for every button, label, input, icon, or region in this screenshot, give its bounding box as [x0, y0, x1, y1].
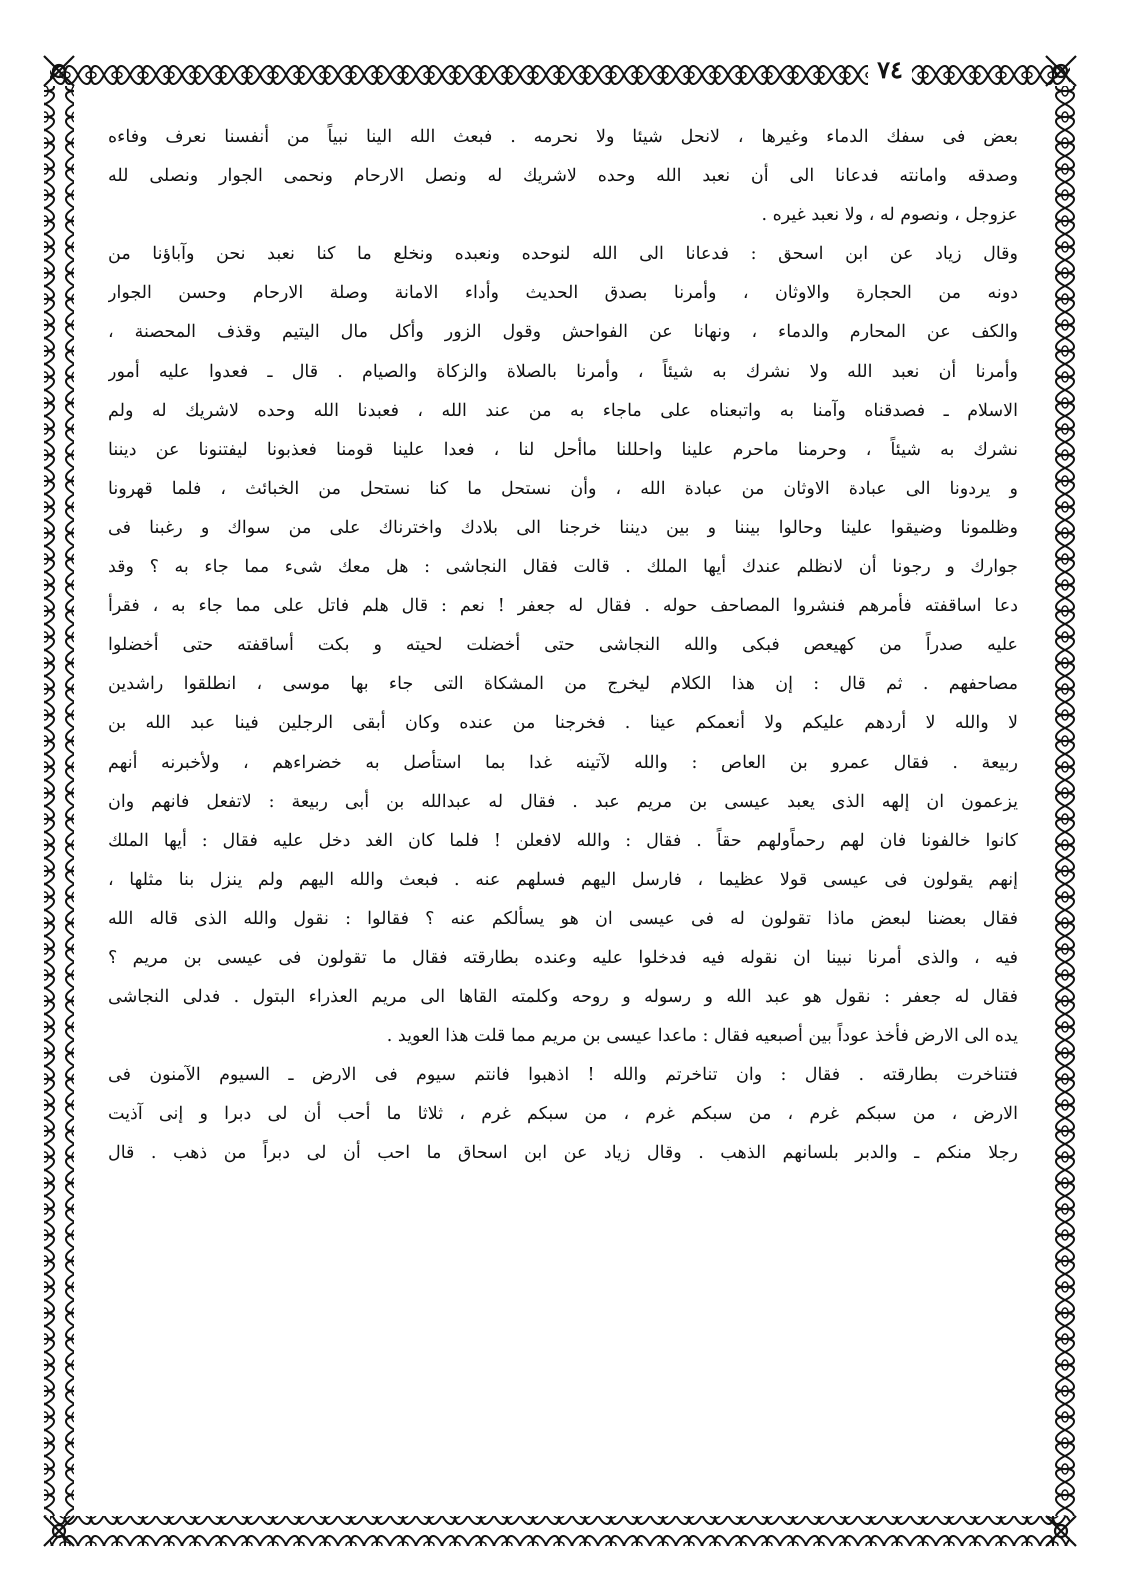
text-line: فقال له جعفر : نقول هو عبد الله و رسوله و روحه وكلمته القاها الى مريم العذراء البتول . فدلى النجاشى	[108, 987, 1018, 1008]
text-line: عليه صدراً من كهيعص فبكى والله النجاشى حتى أخضلت لحيته و بكت أساقفته حتى أخضلوا	[108, 635, 1018, 656]
text-line: بعض فى سفك الدماء وغيرها ، لانحل شيئا ولا نحرمه . فبعث الله الينا نبياً من أنفسنا نعرف وفاءه	[108, 127, 1018, 147]
text-line: فقال بعضنا لبعض ماذا تقولون له فى عيسى ان هو يسألكم عنه ؟ فقالوا : نقول والله الذى قاله الله	[108, 908, 1018, 929]
text-line: وصدقه وامانته فدعانا الى أن نعبد الله وحده لاشريك له ونصل الارحام ونحمى الجوار ونصلى لله	[108, 166, 1018, 187]
text-line: فيه ، والذى أمرنا نبينا ان نقوله فيه فدخلوا عليه وعنده بطارقته فقال ما تقولون فى عيسى بن مريم ؟	[108, 947, 1018, 968]
text-line: إنهم يقولون فى عيسى قولا عظيما ، فارسل اليهم فسلهم عنه . فبعث والله اليهم ولم ينزل بنا مثلها ،	[108, 869, 1018, 890]
text-line: وقال زياد عن ابن اسحق : فدعانا الى الله لنوحده ونعبده ونخلع ما كنا نعبد نحن وآباؤنا من	[108, 244, 1018, 265]
text-line: الارض ، من سبكم غرم ، من سبكم غرم ، من سبكم غرم ، ثلاثا ما أحب أن لى دبرا و إنى آذيت	[108, 1104, 1018, 1125]
text-line: وأمرنا أن نعبد الله ولا نشرك به شيئاً ، وأمرنا بالصلاة والزكاة والصيام . قال ـ فعدوا عليه أمور	[108, 361, 1018, 382]
text-line: فتناخرت بطارقته . فقال : وان تناخرتم والله ! اذهبوا فانتم سيوم فى الارض ـ السيوم الآمنون فى	[108, 1065, 1018, 1086]
text-line: دونه من الحجارة والاوثان ، وأمرنا بصدق الحديث وأداء الامانة وصلة الارحام وحسن الجوار	[108, 283, 1018, 304]
text-line: يزعمون ان إلهه الذى يعبد عيسى بن مريم عبد . فقال له عبدالله بن أبى ربيعة : لاتفعل فانهم وان	[108, 791, 1018, 812]
text-line: والكف عن المحارم والدماء ، ونهانا عن الفواحش وقول الزور وأكل مال اليتيم وقذف المحصنة ،	[108, 322, 1018, 343]
text-line: لا والله لا أردهم عليكم ولا أنعمكم عينا . فخرجنا من عنده وكان أبقى الرجلين فينا عبد الله بن	[108, 713, 1018, 734]
text-line: جوارك و رجونا أن لانظلم عندك أيها الملك . قالت فقال النجاشى : هل معك شىء مما جاء به ؟ وقد	[108, 557, 1018, 578]
page-number: ٧٤	[868, 54, 912, 86]
text-line: رجلا منكم ـ والدبر بلسانهم الذهب . وقال زياد عن ابن اسحاق ما احب أن لى دبراً من ذهب . قال	[108, 1143, 1018, 1164]
body-text	[108, 118, 1018, 1518]
text-line: و يردونا الى عبادة الاوثان من عبادة الله ، وأن نستحل ما كنا نستحل من الخبائث ، فلما قهرونا	[108, 478, 1018, 499]
text-line: عزوجل ، ونصوم له ، ولا نعبد غيره .	[761, 205, 1018, 226]
text-line: نشرك به شيئاً ، وحرمنا ماحرم علينا واحللنا ماأحل لنا ، فعدا علينا قومنا فعذبونا ليفتنونا عن ديننا	[108, 439, 1018, 460]
text-line: الاسلام ـ فصدقناه وآمنا به واتبعناه على ماجاء به من عند الله ، فعبدنا الله وحده لاشريك له ولم	[108, 400, 1018, 421]
text-line: وظلمونا وضيقوا علينا وحالوا بيننا و بين ديننا خرجنا الى بلادك واخترناك على من سواك و رغبنا فى	[108, 517, 1018, 538]
text-line: مصاحفهم . ثم قال : إن هذا الكلام ليخرج من المشكاة التى جاء بها موسى ، انطلقوا راشدين	[108, 674, 1018, 695]
text-line: ربيعة . فقال عمرو بن العاص : والله لآتينه غدا بما استأصل به خضراءهم ، ولأخبرنه أنهم	[108, 752, 1018, 773]
text-line: كانوا خالفونا فان لهم رحماًولهم حقاً . فقال : والله لافعلن ! فلما كان الغد دخل عليه فقال : أيها الملك	[108, 830, 1018, 851]
text-line: يده الى الارض فأخذ عوداً بين أصبعيه فقال : ماعدا عيسى بن مريم مما قلت هذا العويد .	[386, 1026, 1018, 1047]
text-line: دعا اساقفته فأمرهم فنشروا المصاحف حوله . فقال له جعفر ! نعم : قال هلم فاتل على مما جاء به ، فقرأ	[108, 596, 1018, 617]
